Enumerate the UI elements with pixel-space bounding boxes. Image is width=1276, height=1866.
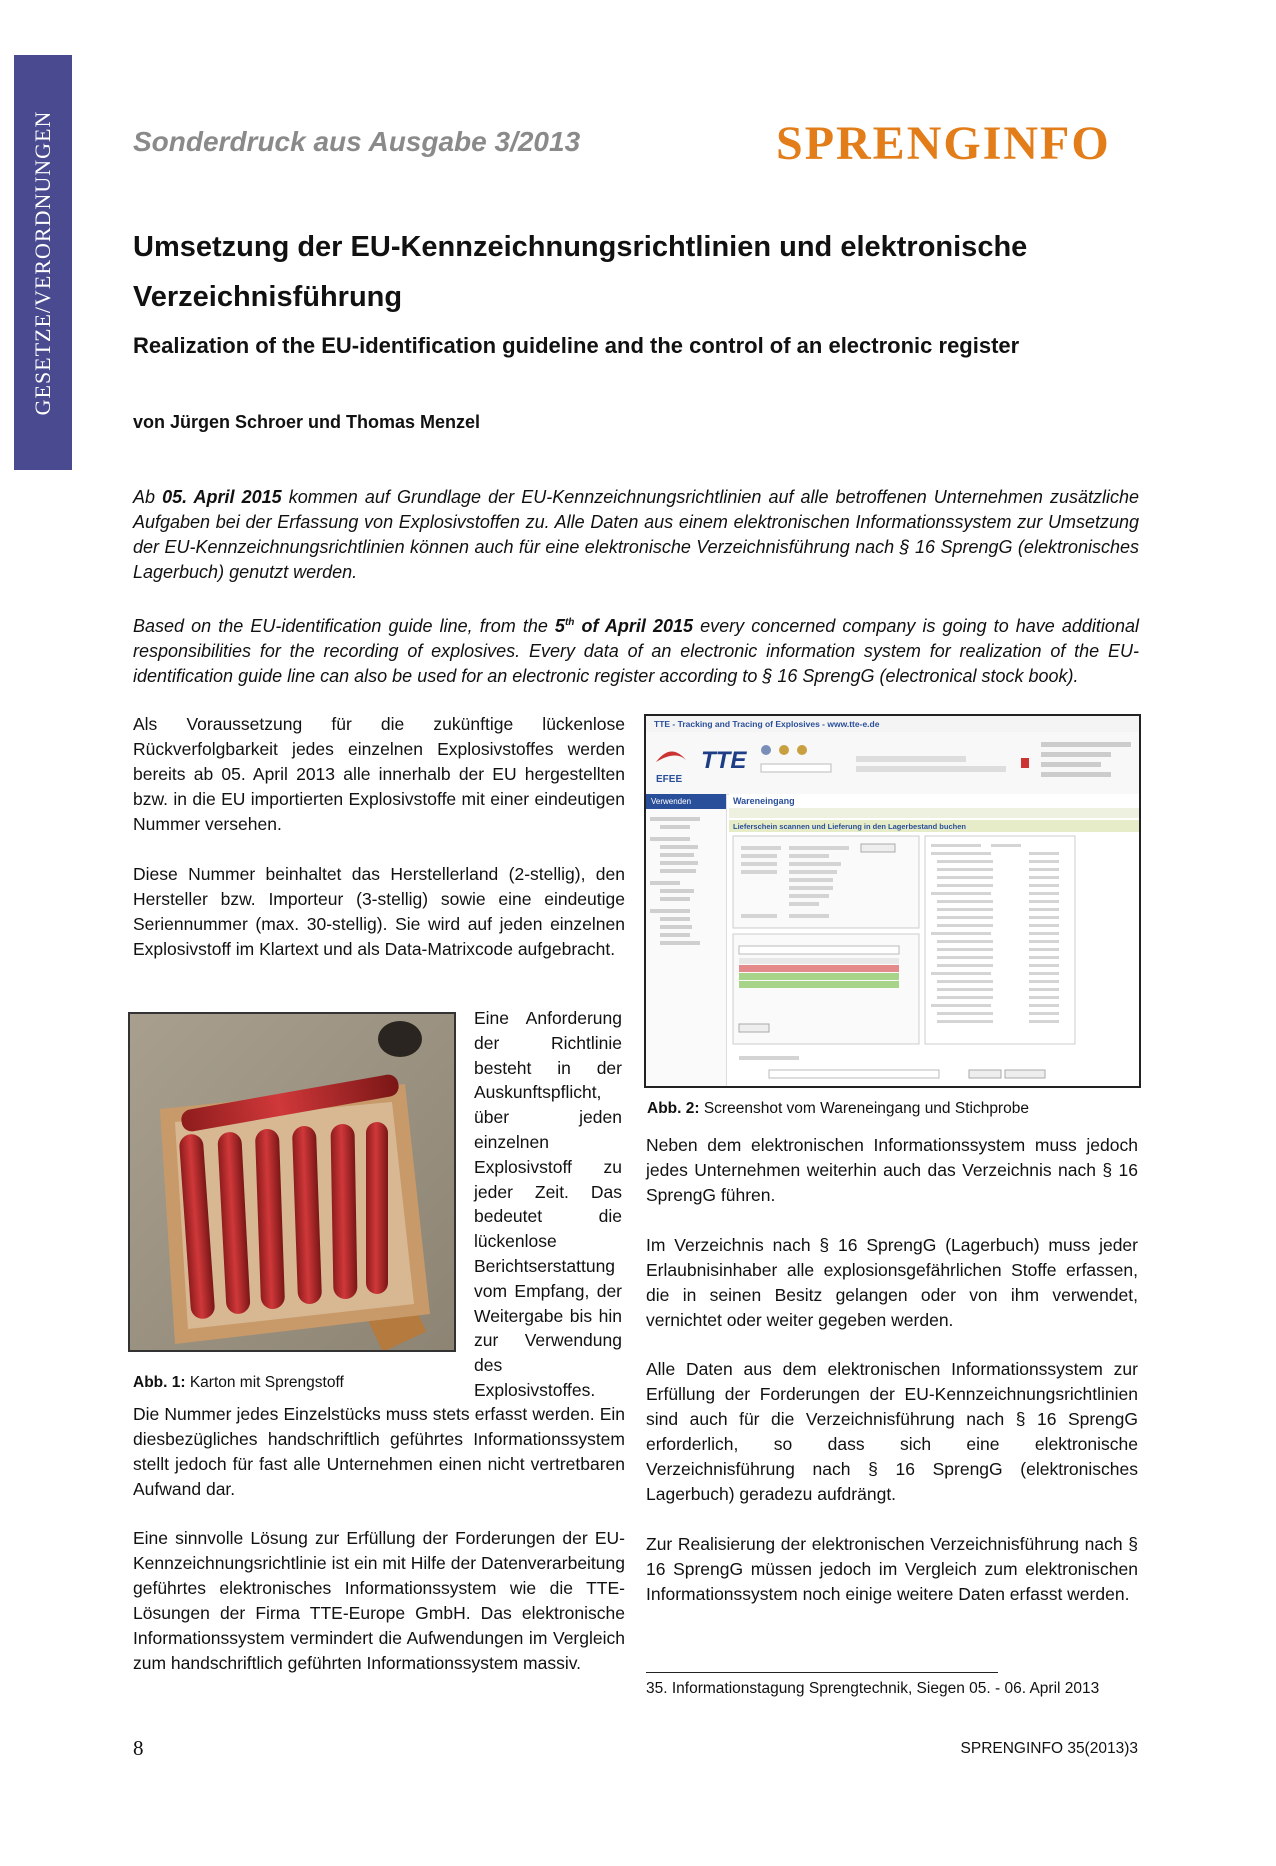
figure-2-caption bbox=[647, 1100, 1029, 1118]
article-title: Umsetzung der EU-Kennzeichnungsrichtlinien und elektronische Verzeichnisführung bbox=[133, 231, 1028, 313]
journal-reference: SPRENGINFO 35(2013)3 bbox=[960, 1740, 1138, 1757]
tte-software-screenshot bbox=[644, 714, 1141, 1088]
footnote-divider bbox=[646, 1672, 998, 1673]
abstract-de-prefix: Ab bbox=[133, 487, 163, 507]
screenshot-sidebar bbox=[646, 794, 727, 1086]
right-paragraph-3: Alle Daten aus dem elektronischen Informationssystem zur Erfüllung der Forderungen der EU-Kennzeichnungsrichtlinien sind auch für die Verzeichnisführung nach § 16 SprengG erforderlich, so dass sich eine elektronische Verzeichnisführung nach § 16 SprengG (elektronisches Lagerbuch) geradezu aufdrängt. bbox=[646, 1359, 1138, 1504]
abstract-english bbox=[133, 610, 1139, 689]
screenshot-nav-header: Verwenden bbox=[646, 794, 726, 809]
section-side-tab bbox=[14, 55, 72, 470]
screenshot-subheading: Lieferschein scannen und Lieferung in den Lagerbestand buchen bbox=[733, 822, 966, 831]
spenginfo-logo: SPRENGINFO bbox=[776, 117, 1111, 170]
figure-1-caption bbox=[133, 1374, 344, 1392]
left-paragraph-1: Als Voraussetzung für die zukünftige lückenlose Rückverfolgbarkeit jedes einzelnen Explosivstoffes werden bereits ab 05. April 2013 alle innerhalb der EU hergestellten bzw. in die EU importierten Explosivstoffe mit einer eindeutigen Nummer versehen. bbox=[133, 714, 625, 834]
figure-2-text: Screenshot vom Wareneingang und Stichprobe bbox=[699, 1100, 1029, 1117]
abstract-german bbox=[133, 485, 1139, 585]
left-paragraph-5: Eine sinnvolle Lösung zur Erfüllung der Forderungen der EU-Kennzeichnungsrichtlinie ist ein mit Hilfe der Datenverarbeitung geführtes elektronisches Informationssystem wie die TTE-Lösungen der Firma TTE-Europe GmbH. Das elektronische Informationssystem vermindert die Aufwendungen im Vergleich zum handschriftlich geführten Informationssystem massiv. bbox=[133, 1528, 625, 1673]
abstract-en-text: every concerned company is going to have additional responsibilities for the recording of explosives. Every data of an electronic information system for realization of the EU-identification guide line can also be used for an electronic register according to § 16 SprengG (electronical stock book). bbox=[133, 616, 1139, 686]
abstract-en-date-num: 5 bbox=[554, 616, 565, 636]
screenshot-header bbox=[646, 732, 1139, 795]
abstract-en-date-rest: of April 2015 bbox=[574, 616, 694, 636]
right-paragraph-2: Im Verzeichnis nach § 16 SprengG (Lagerbuch) muss jeder Erlaubnisinhaber alle explosionsgefährlichen Stoffe erfassen, die in seinen Besitz gelangen oder von ihm verwendet, vernichtet oder weiter gegeben werden. bbox=[646, 1235, 1138, 1330]
article-subtitle: Realization of the EU-identification guideline and the control of an electronic register bbox=[133, 333, 1020, 358]
left-paragraph-3: Eine Anforderung der Richtlinie besteht in der Auskunftspflicht, über jeden einzelnen Explosivstoff zu jeder Zeit. Das bedeutet die lückenlose Berichtserstattung vom Empfang, der Weitergabe bis hin zur Verwendung des Explosivstoffes. bbox=[474, 1008, 622, 1400]
abstract-en-date bbox=[555, 616, 693, 636]
side-tab-label: GESETZE/VERORDNUNGEN bbox=[30, 110, 55, 415]
right-paragraph-1: Neben dem elektronischen Informationssystem muss jedoch jedes Unternehmen weiterhin auch das Verzeichnis nach § 16 SprengG führen. bbox=[646, 1135, 1138, 1205]
issue-label: Sonderdruck aus Ausgabe 3/2013 bbox=[133, 126, 581, 157]
screenshot-section-title: Wareneingang bbox=[733, 796, 795, 806]
abstract-de-text: kommen auf Grundlage der EU-Kennzeichnungsrichtlinien auf alle betroffenen Unternehmen zusätzliche Aufgaben bei der Erfassung von Explosivstoffen zu. Alle Daten aus einem elektronischen Informationssystem zur Umsetzung der EU-Kennzeichnungsrichtlinien können auch für eine elektronische Verzeichnisführung nach § 16 SprengG (elektronisches Lagerbuch) genutzt werden. bbox=[133, 487, 1139, 582]
page-number: 8 bbox=[133, 1736, 144, 1760]
svg-text:EFEE: EFEE bbox=[656, 774, 683, 785]
explosives-carton-photo bbox=[128, 1012, 456, 1352]
figure-1-text: Karton mit Sprengstoff bbox=[185, 1374, 344, 1391]
abstract-en-prefix: Based on the EU-identification guide line, from the bbox=[133, 616, 555, 636]
right-paragraph-4: Zur Realisierung der elektronischen Verzeichnisführung nach § 16 SprengG müssen jedoch im Vergleich zum elektronischen Informationssystem noch einige weitere Daten erfasst werden. bbox=[646, 1534, 1138, 1604]
footnote: 35. Informationstagung Sprengtechnik, Siegen 05. - 06. April 2013 bbox=[646, 1680, 1100, 1697]
abstract-de-date: 05. April 2015 bbox=[162, 487, 282, 507]
svg-text:TTE: TTE bbox=[701, 747, 747, 774]
screenshot-title: TTE - Tracking and Tracing of Explosives - www.tte-e.de bbox=[654, 719, 880, 729]
screenshot-title-bar bbox=[646, 716, 1139, 733]
screenshot-main-panel bbox=[729, 794, 1139, 1086]
article-authors: von Jürgen Schroer und Thomas Menzel bbox=[133, 412, 481, 432]
abstract-en-date-sup: th bbox=[564, 617, 575, 628]
figure-1-label: Abb. 1: bbox=[133, 1374, 186, 1391]
figure-2-label: Abb. 2: bbox=[647, 1100, 700, 1117]
left-paragraph-2: Diese Nummer beinhaltet das Herstellerland (2-stellig), den Hersteller bzw. Importeur (3-stellig) sowie eine eindeutige Seriennummer (max. 30-stellig). Sie wird auf jeden einzelnen Explosivstoff im Klartext und als Data-Matrixcode aufgebracht. bbox=[133, 864, 625, 959]
left-paragraph-4: Die Nummer jedes Einzelstücks muss stets erfasst werden. Ein diesbezügliches handschriftlich geführtes Informationssystem stellt jedoch für fast alle Unternehmen einen nicht vertretbaren Aufwand dar. bbox=[133, 1404, 625, 1499]
